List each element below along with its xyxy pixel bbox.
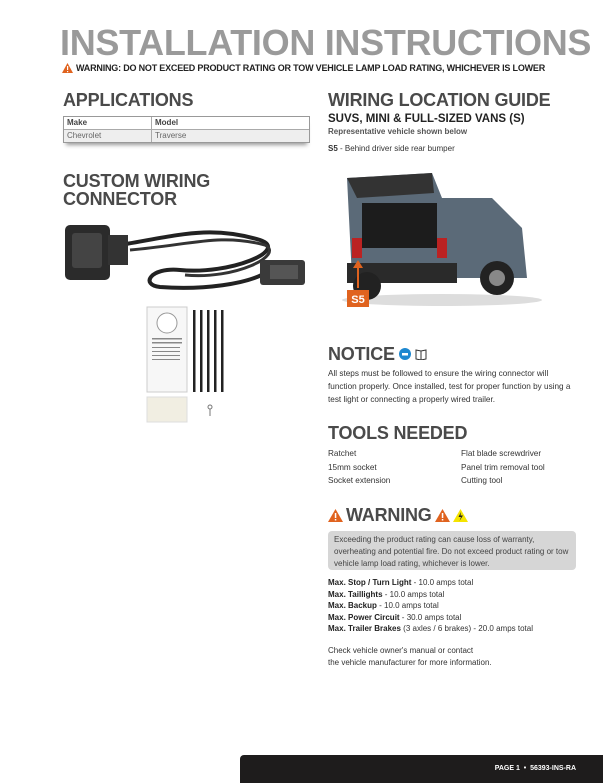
connector-heading <box>63 172 210 208</box>
vehicle-category: SUVS, MINI & FULL-SIZED VANS (S) <box>328 113 525 125</box>
notice-heading: NOTICE <box>328 344 395 364</box>
notice-heading-row <box>328 345 427 363</box>
warning-heading: WARNING <box>346 505 432 525</box>
rating-label: Max. Trailer Brakes <box>328 624 401 633</box>
cell-make: Chevrolet <box>64 130 152 142</box>
manual-book-icon <box>415 348 427 360</box>
rating-item <box>328 612 533 624</box>
warning-box: Exceeding the product rating can cause loss of warranty, overheating and potential fire. Do not exceed product rating or tow vehicle lamp load rating, whichever is lower. <box>328 531 576 570</box>
check-manual-note <box>328 645 492 668</box>
rating-value: - 30.0 amps total <box>399 612 462 622</box>
rating-item <box>328 577 533 589</box>
warning-triangle-icon <box>435 509 450 522</box>
notice-text: All steps must be followed to ensure the wiring connector will function properly. Once installed, test for proper function by using a test light or connecting a properly wired trailer. <box>328 369 571 404</box>
top-warning-text: WARNING: DO NOT EXCEED PRODUCT RATING OR TOW VEHICLE LAMP LOAD RATING, WHICHEVER IS LOWER <box>76 63 546 73</box>
tool-item: Ratchet <box>328 449 357 458</box>
notice-info-icon <box>399 348 411 360</box>
cell-model: Traverse <box>155 131 187 140</box>
rating-item <box>328 600 533 612</box>
photo-location-label: S5 <box>351 294 365 306</box>
tools-list <box>328 447 578 488</box>
hardware-kit-image <box>145 305 225 425</box>
rating-value: - 10.0 amps total <box>376 601 439 610</box>
rating-value: - 10.0 amps total <box>382 589 445 599</box>
vehicle-photo <box>322 168 542 310</box>
wiring-guide-heading: WIRING LOCATION GUIDE <box>328 90 551 110</box>
column-header-make: Make <box>64 117 152 129</box>
tool-item: Socket extension <box>328 476 391 485</box>
tool-item: Panel trim removal tool <box>461 462 545 472</box>
rating-label: Max. Backup <box>328 601 377 610</box>
rating-label: Max. Stop / Turn Light <box>328 578 412 587</box>
warning-heading-row <box>328 506 468 524</box>
rating-label: Max. Taillights <box>328 589 383 599</box>
footer-text: PAGE 1 • 56393-INS-RA <box>494 765 576 772</box>
applications-heading: APPLICATIONS <box>63 90 194 110</box>
tool-item: Cutting tool <box>461 476 503 485</box>
location-line <box>328 144 455 153</box>
page-footer <box>240 755 603 783</box>
check-line-2: the vehicle manufacturer for more information. <box>328 657 492 667</box>
connector-heading-line2: CONNECTOR <box>63 189 177 209</box>
electrical-hazard-icon <box>453 509 468 522</box>
rating-value: (3 axles / 6 brakes) - 20.0 amps total <box>400 624 533 633</box>
rating-label: Max. Power Circuit <box>328 612 400 622</box>
applications-table <box>63 116 310 143</box>
representative-note: Representative vehicle shown below <box>328 127 468 136</box>
location-code: S5 <box>328 144 338 153</box>
rating-value: - 10.0 amps total <box>411 578 474 587</box>
check-line-1: Check vehicle owner's manual or contact <box>328 646 474 655</box>
column-header-model: Model <box>155 118 179 127</box>
rating-item <box>328 589 533 601</box>
table-header-row <box>64 117 309 130</box>
location-text: - Behind driver side rear bumper <box>337 144 455 153</box>
rating-item <box>328 623 533 635</box>
tools-heading: TOOLS NEEDED <box>328 423 468 443</box>
page-title: INSTALLATION INSTRUCTIONS <box>60 22 592 63</box>
warning-triangle-icon <box>62 63 73 73</box>
top-warning <box>62 63 545 73</box>
connector-image <box>60 215 315 305</box>
tool-item: Flat blade screwdriver <box>461 449 542 458</box>
connector-heading-line1: CUSTOM WIRING <box>63 171 211 191</box>
ratings-list <box>328 577 533 635</box>
warning-triangle-icon <box>328 509 343 522</box>
table-row <box>64 130 309 142</box>
tool-item: 15mm socket <box>328 462 377 472</box>
